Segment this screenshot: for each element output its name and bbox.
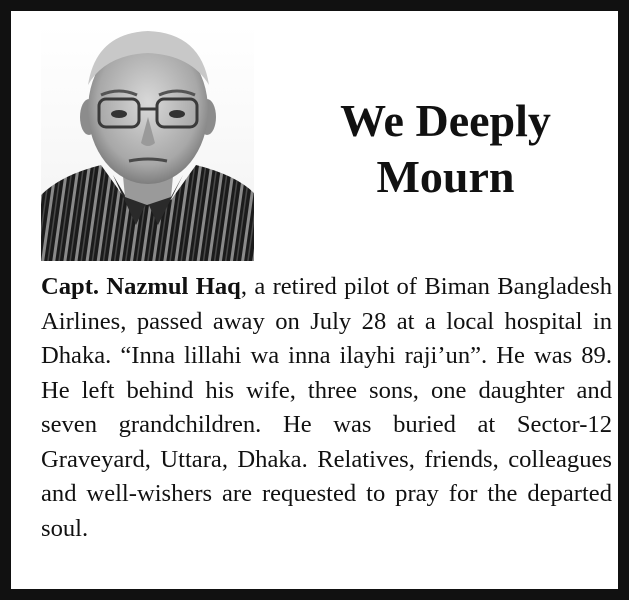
deceased-name: Capt. Nazmul Haq [41, 273, 241, 300]
page-title [273, 93, 618, 205]
title-line-2: Mourn [376, 151, 515, 202]
obituary-body: , a retired pilot of Biman Bangladesh Airlines, passed away on July 28 at a local hospital in Dhaka. “Inna lillahi wa inna ilayhi raji’un”. He was 89. He left behind his wife, three sons, one daughter and seven grandchildren. He was buried at Sector-12 Graveyard, Uttara, Dhaka. Relatives, friends, colleagues and well-wishers are requested to pray for the departed soul. [41, 273, 612, 542]
portrait-photo [41, 25, 254, 261]
obituary-text [41, 270, 612, 546]
title-line-1: We Deeply [340, 95, 551, 146]
